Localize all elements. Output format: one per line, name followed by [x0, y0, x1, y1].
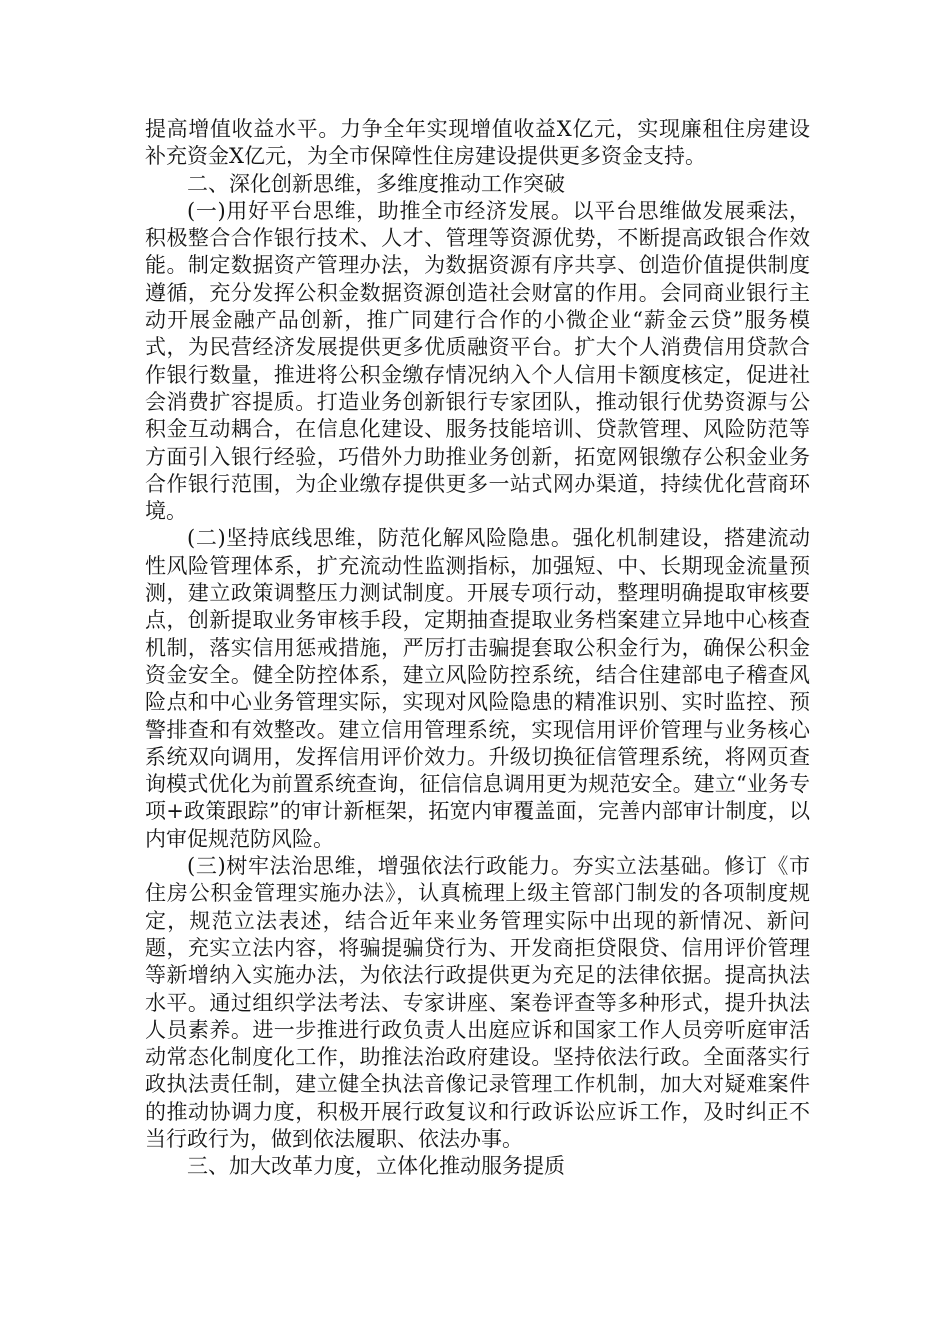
section-heading-2: 二、深化创新思维，多维度推动工作突破: [187, 171, 565, 196]
section-heading-3: 三、加大改革力度，立体化推动服务提质: [187, 1154, 565, 1179]
document-page: [145, 116, 810, 1181]
paragraph-platform-thinking: (一)用好平台思维，助推全市经济发展。以平台思维做发展乘法，积极整合合作银行技术、人才、管理等资源优势，不断提高政银合作效能。制定数据资产管理办法，为数据资源有序共享、创造价值提供制度遵循，充分发挥公积金数据资源创造社会财富的作用。会同商业银行主动开展金融产品创新，推广同建行合作的小微企业“薪金云贷”服务模式，为民营经济发展提供更多优质融资平台。扩大个人消费信用贷款合作银行数量，推进将公积金缴存情况纳入个人信用卡额度核定，促进社会消费扩容提质。打造业务创新银行专家团队，推动银行优势资源与公积金互动耦合，在信息化建设、服务技能培训、贷款管理、风险防范等方面引入银行经验，巧借外力助推业务创新，拓宽网银缴存公积金业务合作银行范围，为企业缴存提供更多一站式网办渠道，持续优化营商环境。: [145, 198, 810, 524]
paragraph-bottom-line-thinking: (二)坚持底线思维，防范化解风险隐患。强化机制建设，搭建流动性风险管理体系，扩充流动性监测指标，加强短、中、长期现金流量预测，建立政策调整压力测试制度。开展专项行动，整理明确提取审核要点，创新提取业务审核手段，定期抽查提取业务档案建立异地中心核查机制，落实信用惩戒措施，严厉打击骗提套取公积金行为，确保公积金资金安全。健全防控体系，建立风险防控系统，结合住建部电子稽查风险点和中心业务管理实际，实现对风险隐患的精准识别、实时监控、预警排查和有效整改。建立信用管理系统，实现信用评价管理与业务核心系统双向调用，发挥信用评价效力。升级切换征信管理系统，将网页查询模式优化为前置系统查询，征信信息调用更为规范安全。建立“业务专项+政策跟踪”的审计新框架，拓宽内审覆盖面，完善内部审计制度，以内审促规范防风险。: [145, 526, 810, 851]
paragraph-continued: 提高增值收益水平。力争全年实现增值收益X亿元，实现廉租住房建设补充资金X亿元，为全市保障性住房建设提供更多资金支持。: [145, 117, 810, 169]
paragraph-rule-of-law-thinking: (三)树牢法治思维，增强依法行政能力。夯实立法基础。修订《市住房公积金管理实施办法》，认真梳理上级主管部门制发的各项制度规定，规范立法表述，结合近年来业务管理实际中出现的新情况、新问题，充实立法内容，将骗提骗贷行为、开发商拒贷限贷、信用评价管理等新增纳入实施办法，为依法行政提供更为充足的法律依据。提高执法水平。通过组织学法考法、专家讲座、案卷评查等多种形式，提升执法人员素养。进一步推进行政负责人出庭应诉和国家工作人员旁听庭审活动常态化制度化工作，助推法治政府建设。坚持依法行政。全面落实行政执法责任制，建立健全执法音像记录管理工作机制，加大对疑难案件的推动协调力度，积极开展行政复议和行政诉讼应诉工作，及时纠正不当行政行为，做到依法履职、依法办事。: [145, 854, 810, 1151]
